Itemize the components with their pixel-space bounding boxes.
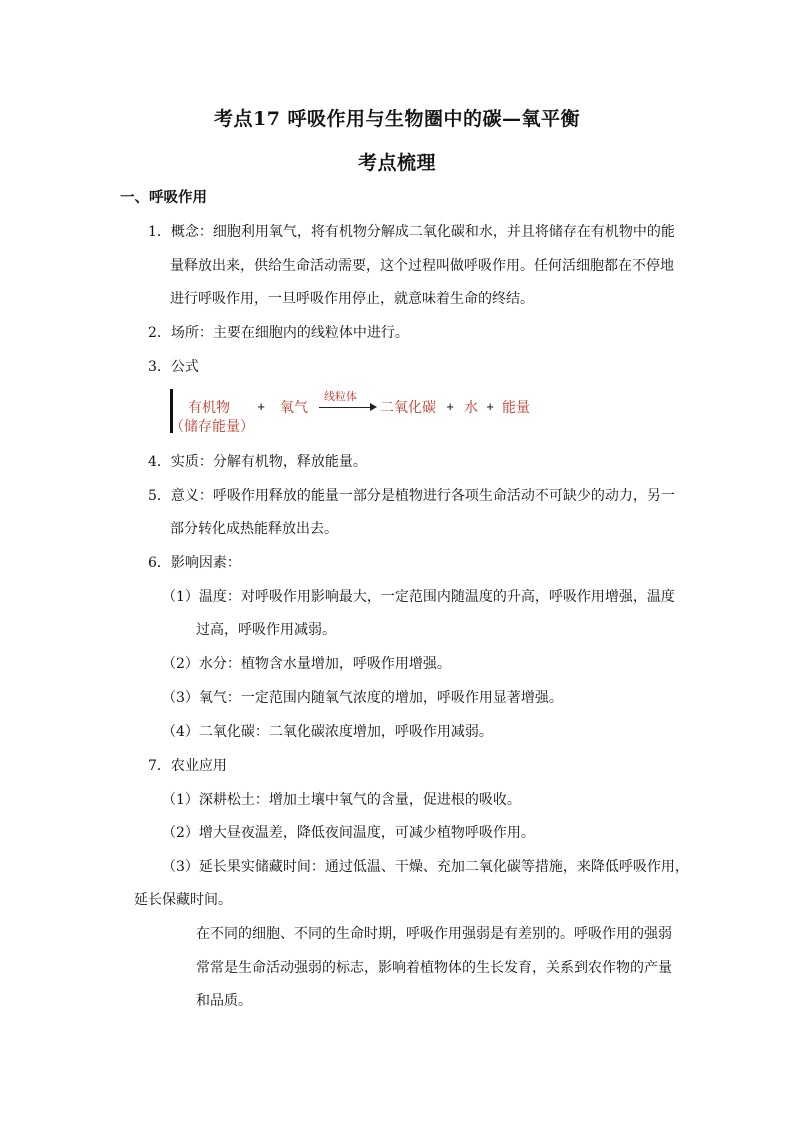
item-2: 2．场所：主要在细胞内的线粒体中进行。 — [148, 325, 409, 341]
formula-plus-1: + — [257, 402, 266, 413]
note-line-3: 和品质。 — [196, 993, 252, 1009]
item-6-4: （4）二氧化碳：二氧化碳浓度增加，呼吸作用减弱。 — [162, 724, 493, 740]
item-6-3: （3）氧气：一定范围内随氧气浓度的增加，呼吸作用显著增强。 — [162, 690, 563, 706]
item-6-1-line-2: 过高，呼吸作用减弱。 — [196, 622, 336, 638]
formula-plus-2: + — [446, 402, 455, 413]
item-1-line-1: 1．概念：细胞利用氧气，将有机物分解成二氧化碳和水，并且将储存在有机物中的能 — [148, 224, 675, 240]
formula-carbon-dioxide: 二氧化碳 — [380, 400, 436, 416]
item-7-1: （1）深耕松土：增加土壤中氧气的含量，促进根的吸收。 — [162, 792, 521, 808]
formula-oxygen: 氧气 — [280, 400, 308, 416]
item-1-line-2: 量释放出来，供给生命活动需要，这个过程叫做呼吸作用。任何活细胞都在不停地 — [170, 258, 674, 274]
formula-catalyst: 线粒体 — [324, 390, 357, 403]
item-7-3-line-1: （3）延长果实储藏时间：通过低温、干燥、充加二氧化碳等措施，来降低呼吸作用， — [162, 859, 689, 875]
item-5-line-1: 5．意义：呼吸作用释放的能量一部分是植物进行各项生命活动不可缺少的动力，另一 — [148, 488, 675, 504]
item-6-2: （2）水分：植物含水量增加，呼吸作用增强。 — [162, 656, 451, 672]
formula-energy: 能量 — [502, 400, 530, 416]
note-line-2: 常常是生命活动强弱的标志，影响着植物体的生长发育，关系到农作物的产量 — [196, 960, 672, 976]
formula-arrow-line — [319, 407, 371, 408]
page-title: 考点17 呼吸作用与生物圈中的碳—氧平衡 — [213, 108, 581, 130]
section-heading: 一、呼吸作用 — [120, 189, 207, 206]
item-1-line-3: 进行呼吸作用，一旦呼吸作用停止，就意味着生命的终结。 — [170, 291, 534, 307]
formula-plus-3: + — [486, 402, 495, 413]
page-subtitle: 考点梳理 — [357, 152, 436, 174]
formula-water: 水 — [464, 400, 478, 416]
item-6-1-line-1: （1）温度：对呼吸作用影响最大，一定范围内随温度的升高，呼吸作用增强，温度 — [162, 589, 675, 605]
formula-arrow-head-icon — [370, 403, 377, 411]
item-6: 6．影响因素： — [148, 555, 241, 571]
item-7-3-line-2: 延长保藏时间。 — [134, 892, 232, 908]
item-7: 7．农业应用 — [148, 758, 227, 774]
formula-organic-matter: 有机物 — [188, 400, 230, 416]
item-5-line-2: 部分转化成热能释放出去。 — [170, 521, 338, 537]
item-3: 3．公式 — [148, 359, 199, 375]
respiration-formula — [170, 387, 550, 435]
item-4: 4．实质：分解有机物，释放能量。 — [148, 454, 367, 470]
formula-stored-energy: （储存能量） — [170, 419, 254, 435]
item-7-2: （2）增大昼夜温差，降低夜间温度，可减少植物呼吸作用。 — [162, 825, 535, 841]
note-line-1: 在不同的细胞、不同的生命时期，呼吸作用强弱是有差别的。呼吸作用的强弱 — [196, 926, 672, 942]
